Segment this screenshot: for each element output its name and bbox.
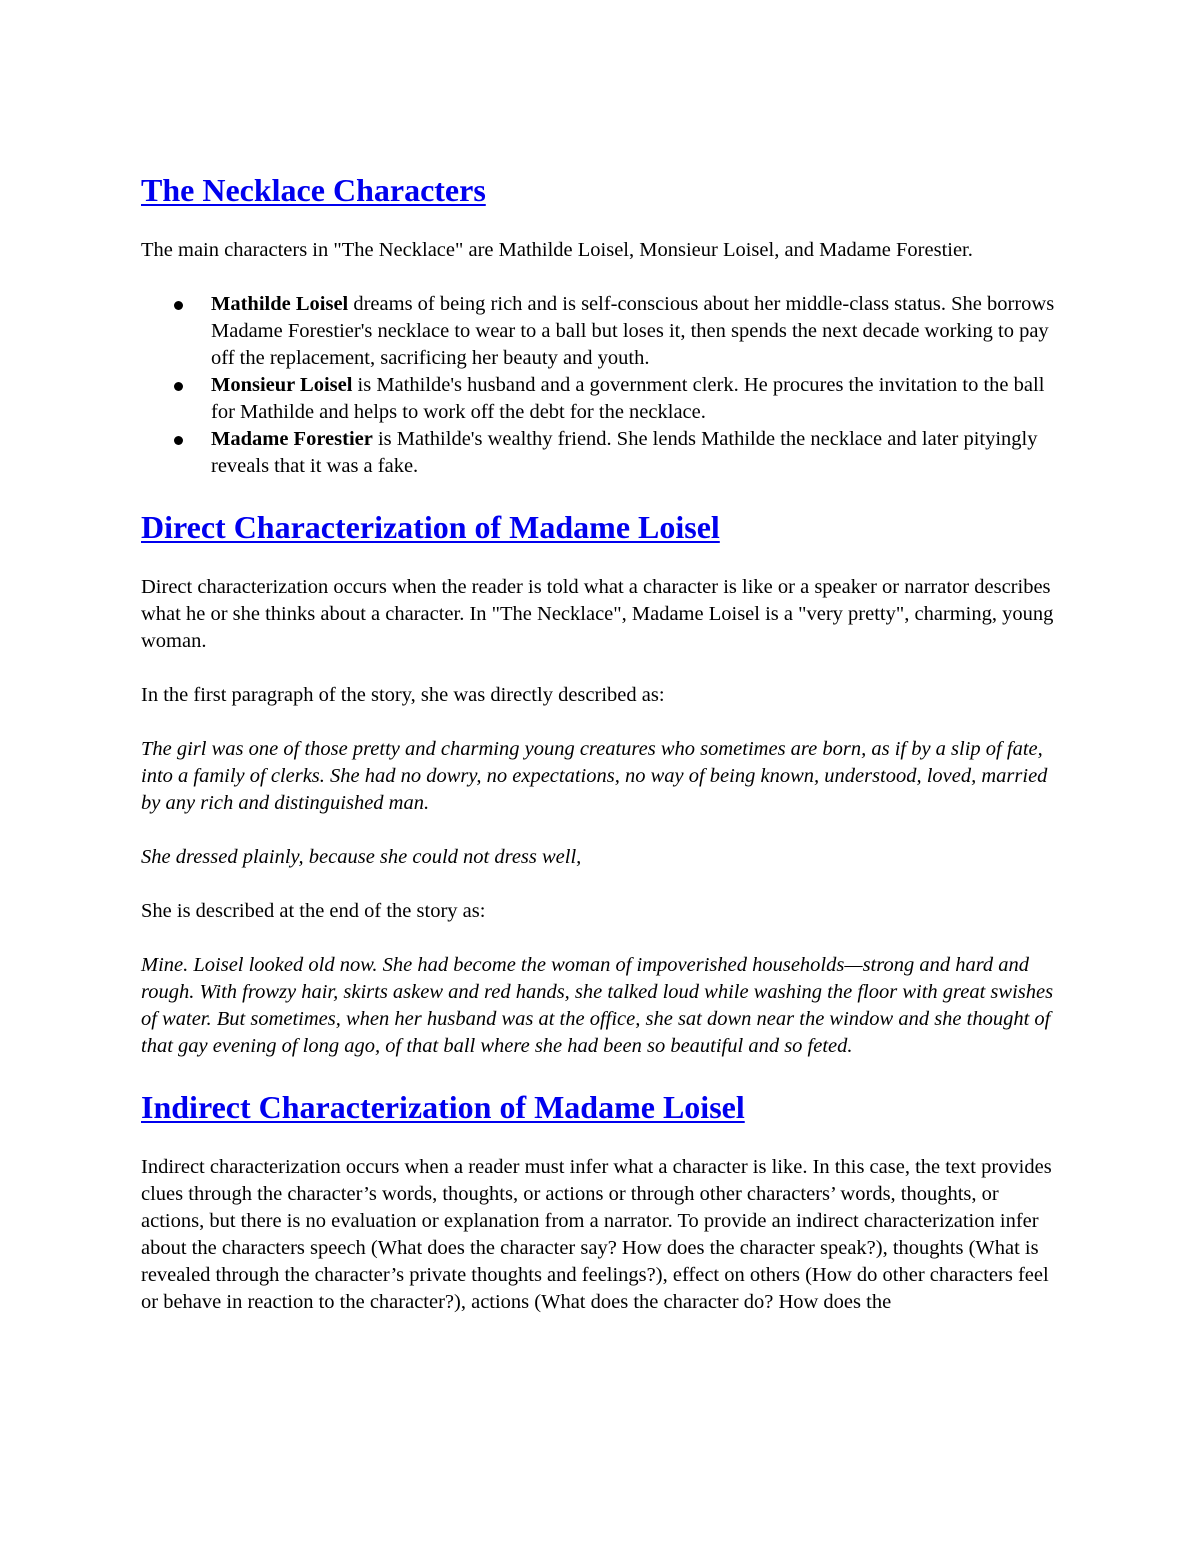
bullet-icon — [174, 301, 183, 310]
first-paragraph-intro: In the first paragraph of the story, she was directly described as: — [141, 684, 665, 706]
direct-definition-paragraph: Direct characterization occurs when the reader is told what a character is like or a speaker or narrator describes what he or she thinks about a character. In "The Necklace", Madame Loisel is a "very pretty", charming, young woman. — [141, 576, 1054, 652]
list-item — [211, 426, 1066, 480]
quote-text: The girl was one of those pretty and charming young creatures who sometimes are born, as if by a slip of fate, into a family of clerks. She had no dowry, no expectations, no way of being known, understood, loved, married by any rich and distinguished man. — [141, 738, 1048, 814]
quote-paragraph — [141, 952, 1066, 1060]
list-item — [211, 372, 1066, 426]
list-item — [211, 291, 1066, 372]
heading-indirect-characterization[interactable] — [141, 1085, 1066, 1129]
bullet-icon — [174, 382, 183, 391]
document-page — [141, 168, 1066, 1316]
heading-link[interactable]: Indirect Characterization of Madame Loisel — [141, 1089, 745, 1125]
heading-necklace-characters[interactable] — [141, 168, 1066, 212]
quote-text: She dressed plainly, because she could not dress well, — [141, 846, 582, 868]
character-name: Monsieur Loisel — [211, 374, 353, 396]
characters-intro: The main characters in "The Necklace" are Mathilde Loisel, Monsieur Loisel, and Madame Forestier. — [141, 239, 973, 261]
character-name: Madame Forestier — [211, 428, 373, 450]
indirect-definition-paragraph: Indirect characterization occurs when a reader must infer what a character is like. In this case, the text provides clues through the character’s words, thoughts, or actions or through other characters’ words, thoughts, or actions, but there is no evaluation or explanation from a narrator. To provide an indirect characterization infer about the characters speech (What does the character say? How does the character speak?), thoughts (What is revealed through the character’s private thoughts and feelings?), effect on others (How do other characters feel or behave in reaction to the character?), actions (What does the character do? How does the — [141, 1156, 1052, 1313]
character-list — [141, 291, 1066, 480]
quote-paragraph — [141, 736, 1066, 817]
heading-direct-characterization[interactable] — [141, 505, 1066, 549]
end-description-intro: She is described at the end of the story as: — [141, 900, 486, 922]
quote-paragraph — [141, 844, 1066, 871]
character-description: dreams of being rich and is self-conscious about her middle-class status. She borrows Madame Forestier's necklace to wear to a ball but loses it, then spends the next decade working to pay off the replacement, sacrificing her beauty and youth. — [211, 293, 1055, 369]
character-name: Mathilde Loisel — [211, 293, 349, 315]
character-description: is Mathilde's husband and a government clerk. He procures the invitation to the ball for Mathilde and helps to work off the debt for the necklace. — [211, 374, 1045, 423]
heading-link[interactable]: Direct Characterization of Madame Loisel — [141, 509, 720, 545]
heading-link[interactable]: The Necklace Characters — [141, 172, 486, 208]
bullet-icon — [174, 436, 183, 445]
character-description: is Mathilde's wealthy friend. She lends Mathilde the necklace and later pityingly reveals that it was a fake. — [211, 428, 1038, 477]
quote-text: Mine. Loisel looked old now. She had become the woman of impoverished households—strong and hard and rough. With frowzy hair, skirts askew and red hands, she talked loud while washing the floor with great swishes of water. But sometimes, when her husband was at the office, she sat down near the window and she thought of that gay evening of long ago, of that ball where she had been so beautiful and so feted. — [141, 954, 1054, 1057]
